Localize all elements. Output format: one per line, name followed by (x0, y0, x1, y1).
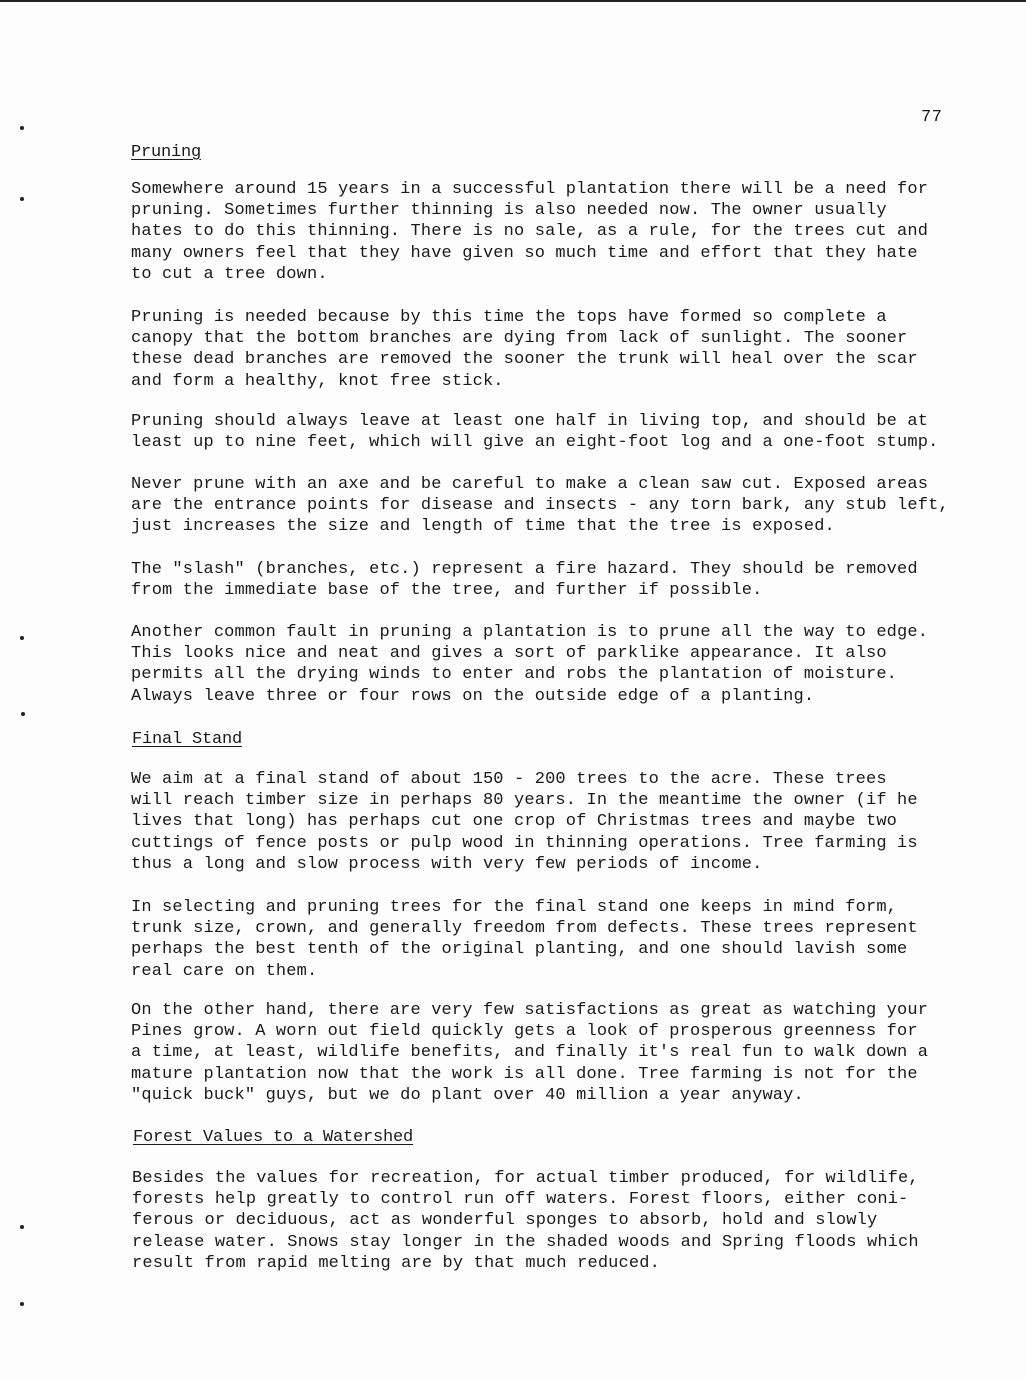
paragraph (131, 769, 918, 875)
section-heading-forest-values: Forest Values to a Watershed (133, 1128, 414, 1147)
text-line: are the entrance points for disease and insects - any torn bark, any stub left, (131, 496, 949, 516)
text-line: real care on them. (131, 961, 318, 981)
text-line: permits all the drying winds to enter and robs the plantation of moisture. (131, 665, 898, 685)
text-line: result from rapid melting are by that much reduced. (132, 1253, 660, 1273)
margin-mark (20, 126, 24, 130)
text-line: just increases the size and length of time that the tree is exposed. (131, 517, 835, 537)
text-line: will reach timber size in perhaps 80 years. In the meantime the owner (if he (131, 791, 918, 811)
paragraph (131, 1000, 928, 1106)
text-line: hates to do this thinning. There is no sale, as a rule, for the trees cut and (131, 222, 929, 242)
paragraph (131, 622, 928, 707)
text-line: Pines grow. A worn out field quickly gets a look of prosperous greenness for (131, 1022, 918, 1042)
paragraph (131, 474, 949, 538)
paragraph (131, 307, 918, 392)
margin-mark (20, 1225, 24, 1229)
text-line: to cut a tree down. (131, 264, 328, 284)
margin-mark (20, 636, 24, 640)
text-line: canopy that the bottom branches are dying from lack of sunlight. The sooner (131, 329, 908, 349)
text-line: pruning. Sometimes further thinning is also needed now. The owner usually (131, 201, 887, 221)
text-line: The "slash" (branches, etc.) represent a fire hazard. They should be removed (131, 560, 918, 579)
paragraph (131, 411, 938, 453)
text-line: cuttings of fence posts or pulp wood in thinning operations. Tree farming is (131, 833, 918, 853)
page-number: 77 (921, 108, 943, 127)
margin-mark (20, 197, 24, 201)
margin-mark (20, 1302, 24, 1306)
paragraph (132, 1168, 919, 1274)
text-line: from the immediate base of the tree, and further if possible. (131, 581, 763, 601)
text-line: least up to nine feet, which will give an eight-foot log and a one-foot stump. (131, 433, 939, 453)
text-line: Besides the values for recreation, for actual timber produced, for wildlife, (132, 1169, 919, 1188)
text-line: perhaps the best tenth of the original planting, and one should lavish some (131, 940, 908, 960)
text-line: lives that long) has perhaps cut one crop of Christmas trees and maybe two (131, 812, 898, 832)
text-line: Pruning should always leave at least one half in living top, and should be at (131, 412, 929, 431)
paragraph (131, 179, 928, 285)
text-line: This looks nice and neat and gives a sort of parklike appearance. It also (131, 644, 887, 664)
section-heading-pruning: Pruning (131, 143, 202, 162)
text-line: many owners feel that they have given so much time and effort that they hate (131, 243, 918, 263)
paragraph (131, 897, 918, 982)
text-line: Somewhere around 15 years in a successful plantation there will be a need for (131, 180, 929, 199)
text-line: and form a healthy, knot free stick. (131, 371, 504, 391)
text-line: Never prune with an axe and be careful to make a clean saw cut. Exposed areas (131, 475, 929, 494)
text-line: Another common fault in pruning a plantation is to prune all the way to edge. (131, 623, 929, 642)
text-line: forests help greatly to control run off waters. Forest floors, either coni- (132, 1190, 909, 1210)
text-line: On the other hand, there are very few satisfactions as great as watching your (131, 1001, 929, 1020)
text-line: "quick buck" guys, but we do plant over 40 million a year anyway. (131, 1085, 804, 1105)
text-line: We aim at a final stand of about 150 - 200 trees to the acre. These trees (131, 770, 887, 789)
paragraph (131, 559, 918, 601)
text-line: trunk size, crown, and generally freedom from defects. These trees represent (131, 919, 918, 939)
text-line: Always leave three or four rows on the outside edge of a planting. (131, 686, 815, 706)
text-line: mature plantation now that the work is all done. Tree farming is not for the (131, 1064, 918, 1084)
text-line: ferous or deciduous, act as wonderful sponges to absorb, hold and slowly (132, 1211, 878, 1231)
text-line: thus a long and slow process with very few periods of income. (131, 854, 763, 874)
text-line: release water. Snows stay longer in the shaded woods and Spring floods which (132, 1232, 919, 1252)
text-line: Pruning is needed because by this time the tops have formed so complete a (131, 308, 887, 327)
section-heading-final-stand: Final Stand (132, 730, 243, 749)
margin-mark (21, 712, 25, 716)
text-line: these dead branches are removed the sooner the trunk will heal over the scar (131, 350, 918, 370)
text-line: In selecting and pruning trees for the final stand one keeps in mind form, (131, 898, 898, 917)
text-line: a time, at least, wildlife benefits, and finally it's real fun to walk down a (131, 1043, 929, 1063)
